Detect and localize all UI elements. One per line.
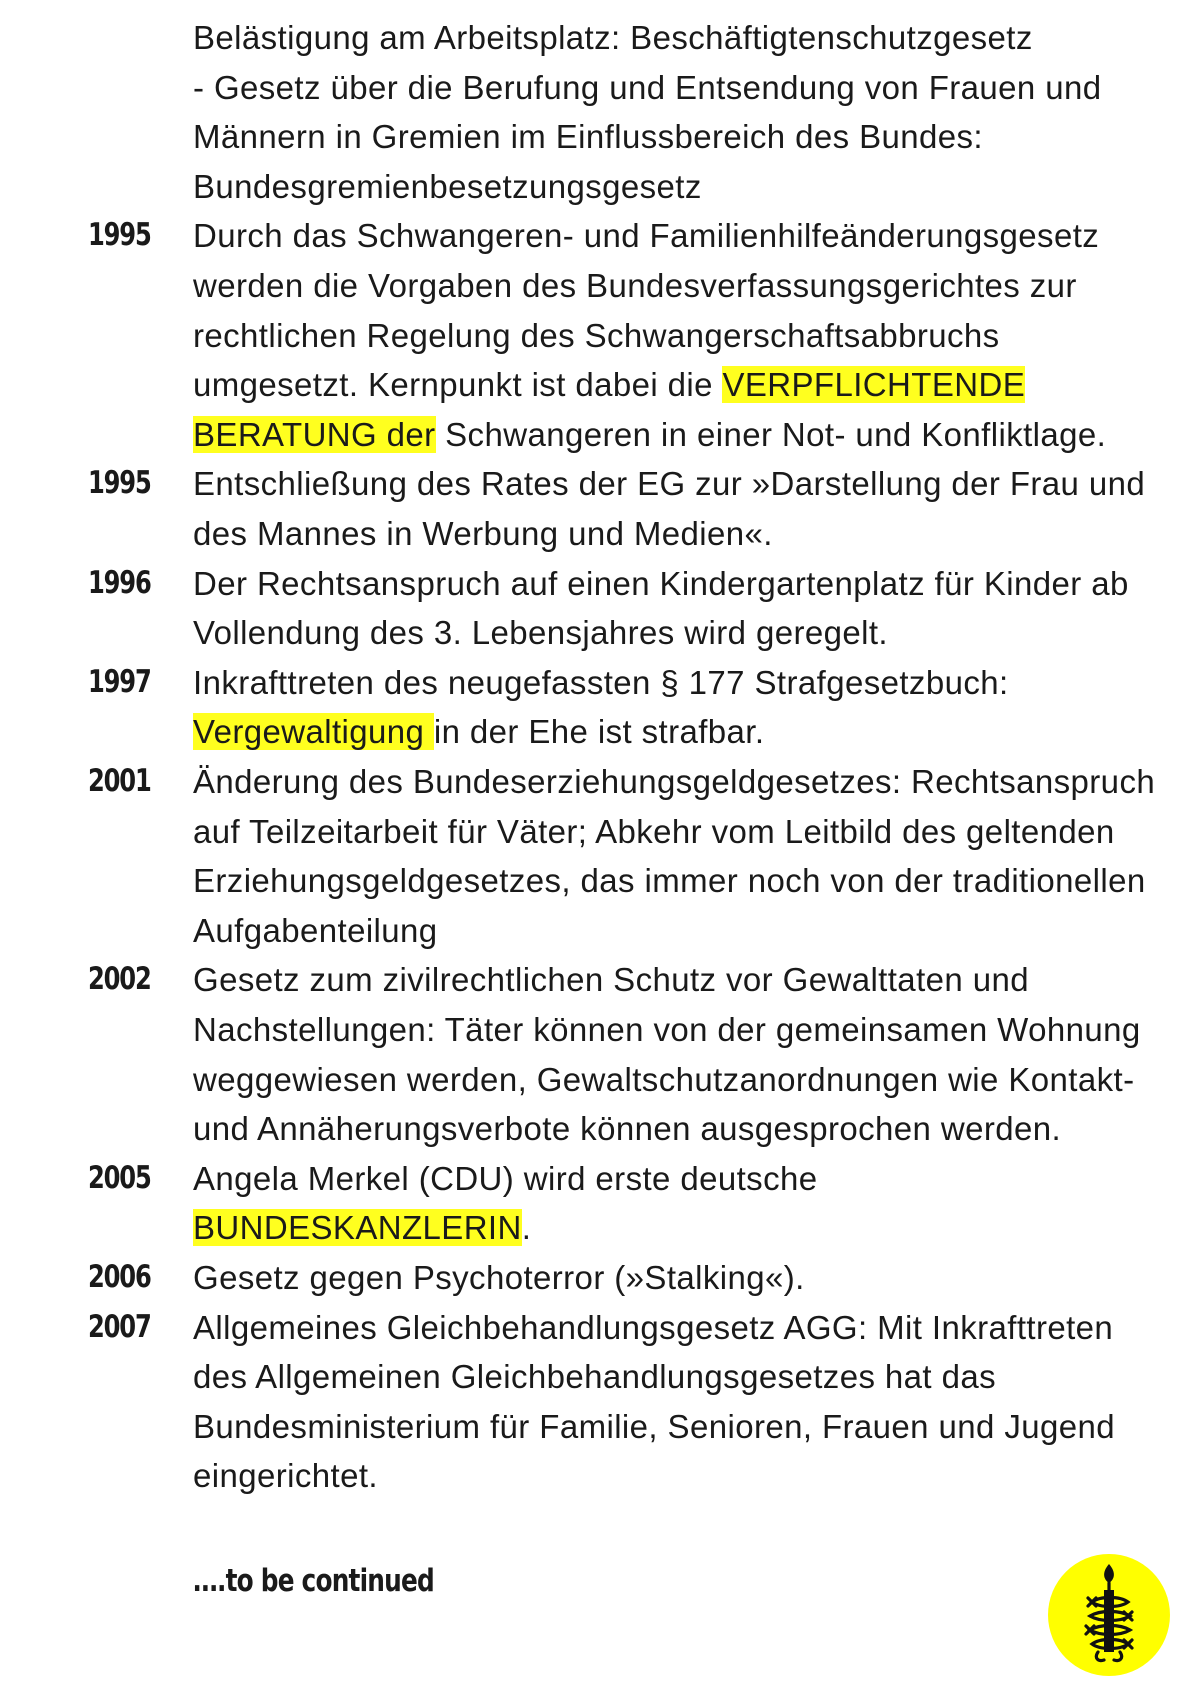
entry-text [193,1154,1191,1253]
text-segment: Inkrafttreten des neugefassten § 177 Strafgesetzbuch: [193,663,1009,701]
text-segment: rechtlichen Regelung des Schwangerschaftsabbruchs [193,316,1000,354]
text-segment: des Allgemeinen Gleichbehandlungsgesetzes hat das [193,1358,996,1396]
entry-text-line [193,261,1191,311]
entry-text [193,211,1191,459]
timeline-entry [0,1303,1191,1501]
timeline-entry [0,459,1191,558]
entry-text-line [193,856,1191,906]
timeline-entry [0,1154,1191,1253]
entry-text [193,559,1191,658]
text-segment: weggewiesen werden, Gewaltschutzanordnungen wie Kontakt- [193,1060,1135,1098]
candle-in-barbed-wire-icon [1048,1554,1170,1676]
entry-text [193,757,1191,955]
entry-text [193,658,1191,757]
entry-text-line [193,1253,1191,1303]
timeline-entry [0,211,1191,459]
highlighted-text: VERPFLICHTENDE [722,366,1026,404]
entry-text [193,1303,1191,1501]
entry-year: 2005 [88,1159,151,1196]
text-segment: Schwangeren in einer Not- und Konfliktlage. [435,415,1107,453]
text-segment: Allgemeines Gleichbehandlungsgesetz AGG: Mit Inkrafttreten [193,1308,1114,1346]
entry-text [193,1253,1191,1303]
text-segment: Männern in Gremien im Einflussbereich des Bundes: [193,118,983,156]
text-segment: und Annäherungsverbote können ausgesprochen werden. [193,1110,1062,1148]
entry-year: 1995 [88,217,151,254]
entry-text-line [193,211,1191,261]
highlighted-text: Vergewaltigung [193,713,434,751]
text-segment: Gesetz gegen Psychoterror (»Stalking«). [193,1259,805,1296]
entry-text-line [193,1451,1191,1501]
text-segment: . [521,1209,532,1247]
text-segment: des Mannes in Werbung und Medien«. [193,514,773,552]
text-segment: Bundesministerium für Familie, Senioren, Frauen und Jugend [193,1407,1115,1445]
entry-year: 2001 [88,763,151,799]
highlighted-text: BUNDESKANZLERIN [193,1209,522,1247]
entry-text-line [193,1352,1191,1402]
text-segment: Durch das Schwangeren- und Familienhilfeänderungsgesetz [193,217,1100,255]
entry-text-line [193,608,1191,658]
timeline-entry [0,559,1191,658]
entry-text-line [193,410,1191,460]
text-segment: Der Rechtsanspruch auf einen Kindergartenplatz für Kinder ab [193,564,1129,602]
entry-text-line [193,311,1191,361]
entry-text [193,955,1191,1153]
entry-text [193,459,1191,558]
entry-text-line [193,807,1191,857]
highlighted-text: BERATUNG der [193,415,436,453]
text-segment: Entschließung des Rates der EG zur »Darstellung der Frau und [193,465,1146,503]
entry-text-line [193,1402,1191,1452]
text-segment: eingerichtet. [193,1457,378,1495]
timeline-entry [0,1253,1191,1303]
timeline-entry [0,13,1191,211]
timeline-entry [0,658,1191,757]
entry-text-line [193,1303,1191,1353]
amnesty-logo [1048,1554,1170,1676]
entry-text-line [193,360,1191,410]
text-segment: auf Teilzeitarbeit für Väter; Abkehr vom Leitbild des geltenden [193,812,1115,850]
entry-text [193,13,1191,211]
entry-text-line [193,1005,1191,1055]
text-segment: Aufgabenteilung [193,911,438,949]
entry-year: 2007 [88,1308,151,1345]
entry-year: 1995 [88,465,151,502]
entry-text-line [193,509,1191,559]
entry-text-line [193,1203,1191,1253]
text-segment: - Gesetz über die Berufung und Entsendung von Frauen und [193,68,1102,106]
entry-year: 1997 [88,663,151,700]
entry-text-line [193,162,1191,212]
timeline-entry [0,757,1191,955]
text-segment: Belästigung am Arbeitsplatz: Beschäftigtenschutzgesetz [193,19,1033,56]
entry-text-line [193,1154,1191,1204]
to-be-continued: ….to be continued [193,1563,434,1599]
entry-text-line [193,707,1191,757]
text-segment: Bundesgremienbesetzungsgesetz [193,167,702,205]
entry-text-line [193,1104,1191,1154]
text-segment: Gesetz zum zivilrechtlichen Schutz vor Gewalttaten und [193,961,1029,999]
entry-text-line [193,112,1191,162]
text-segment: in der Ehe ist strafbar. [433,713,765,751]
entry-year: 2002 [88,961,151,998]
entry-text-line [193,459,1191,509]
entry-text-line [193,63,1191,113]
entry-text-line [193,559,1191,609]
text-segment: Angela Merkel (CDU) wird erste deutsche [193,1159,818,1197]
entry-text-line [193,13,1191,63]
text-segment: Änderung des Bundeserziehungsgeldgesetzes: Rechtsanspruch [193,763,1156,800]
timeline-entry [0,955,1191,1153]
text-segment: Nachstellungen: Täter können von der gemeinsamen Wohnung [193,1010,1141,1048]
entry-text-line [193,658,1191,708]
entry-text-line [193,1055,1191,1105]
entry-text-line [193,955,1191,1005]
entry-year: 2006 [88,1259,151,1295]
text-segment: Erziehungsgeldgesetzes, das immer noch von der traditionellen [193,862,1146,900]
entry-text-line [193,906,1191,956]
text-segment: werden die Vorgaben des Bundesverfassungsgerichtes zur [193,266,1077,304]
text-segment: Vollendung des 3. Lebensjahres wird geregelt. [193,614,888,652]
entry-text-line [193,757,1191,807]
text-segment: umgesetzt. Kernpunkt ist dabei die [193,366,723,404]
entry-year: 1996 [88,564,151,601]
